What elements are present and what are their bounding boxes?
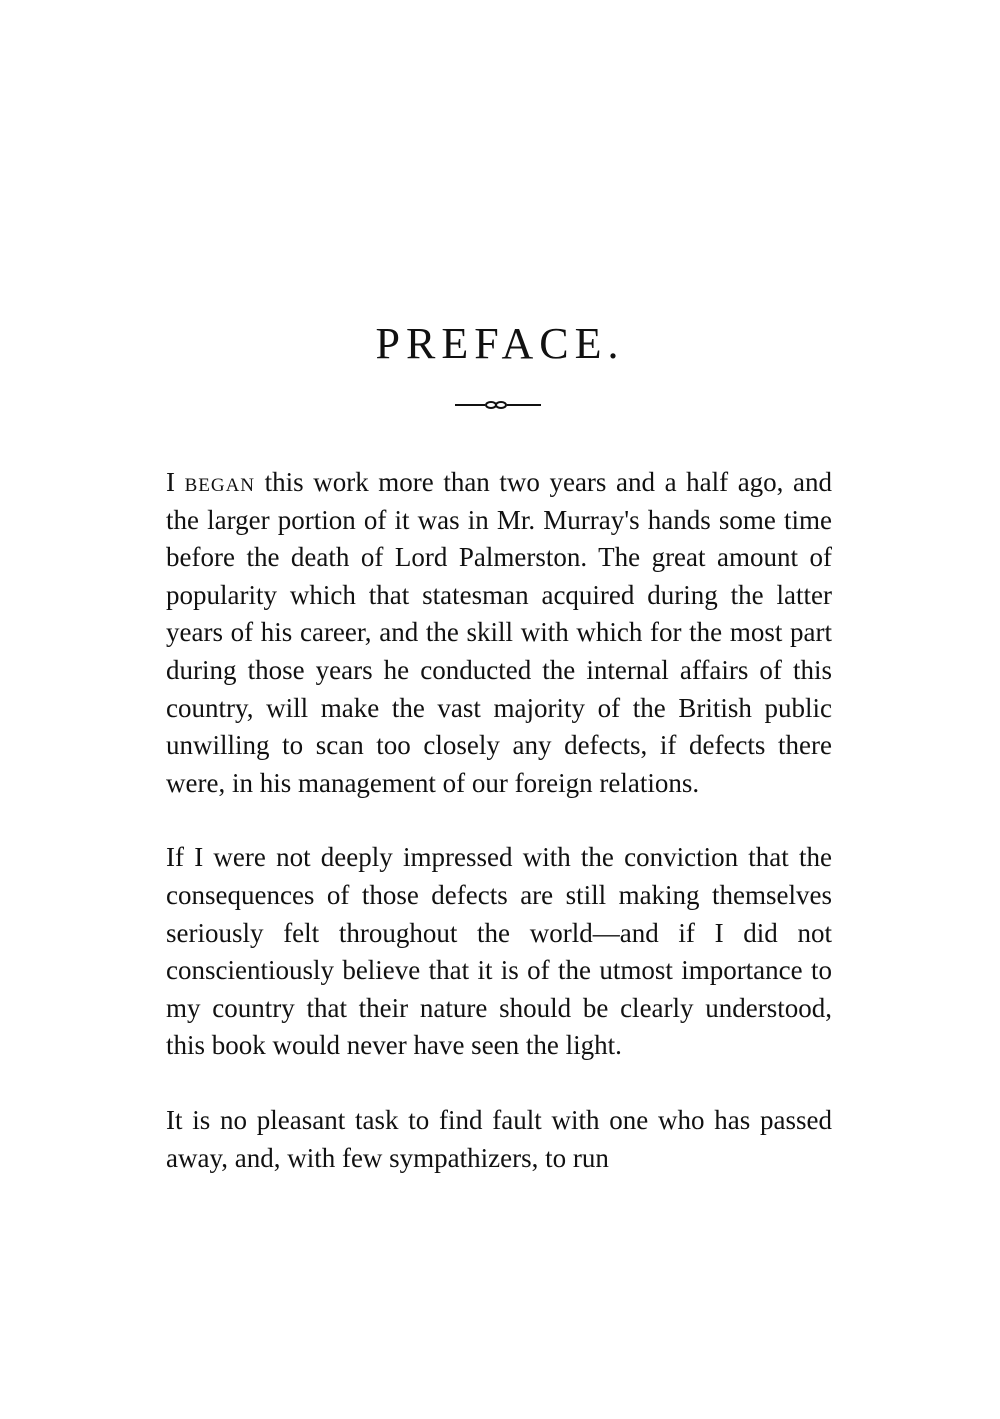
preface-body — [166, 464, 832, 1214]
paragraph-2: If I were not deeply impressed with the conviction that the consequences of those defects are still making themselves seriously felt throughout the world—and if I did not conscientiously believe that it is of the utmost importance to my country that their nature should be clearly understood, this book would never have seen the light. — [166, 842, 832, 1061]
page-title: PREFACE. — [375, 319, 625, 368]
paragraph-1-text: this work more than two years and a half ago, and the larger portion of it was in Mr. Murray's hands some time before the death of Lord Palmerston. The great amount of popularity which that statesman acquired during the latter years of his career, and the skill with which for the most part during those years he conducted the internal affairs of this country, will make the vast majority of the British public unwilling to scan too closely any defects, if defects there were, in his management of our foreign relations. — [166, 467, 832, 798]
flourish-divider-icon — [455, 398, 541, 412]
paragraph-1 — [166, 464, 832, 802]
paragraph-3: It is no pleasant task to find fault with one who has passed away, and, with few sympathizers, to run — [166, 1104, 832, 1173]
lead-initial: I — [166, 467, 185, 497]
lead-smallcaps: began — [184, 467, 256, 497]
